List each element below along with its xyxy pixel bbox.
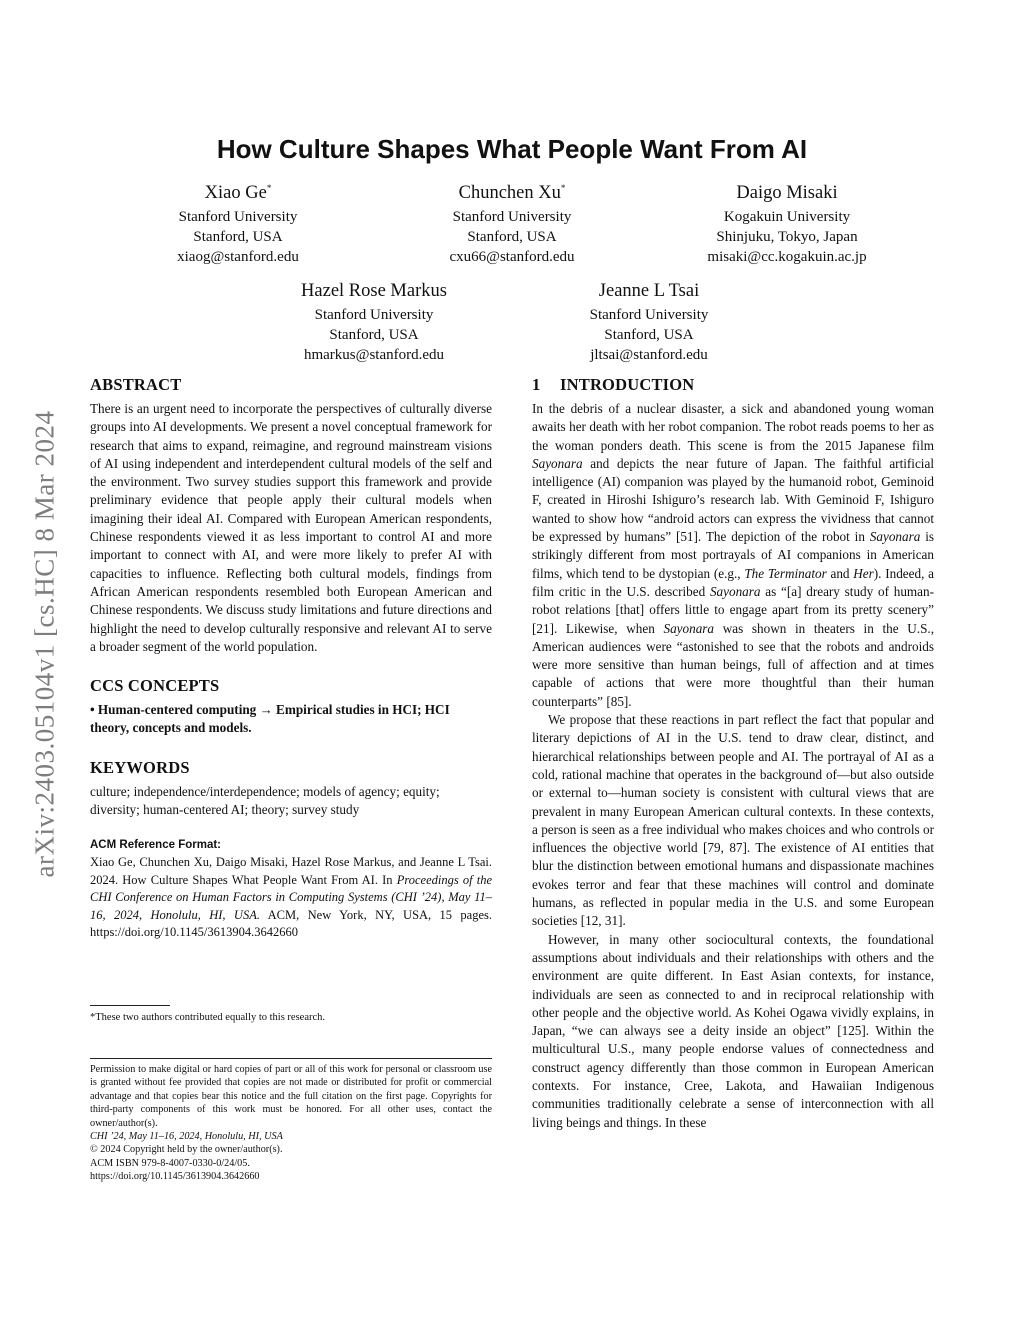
introduction-heading (532, 374, 934, 396)
ccs-text: • Human-centered computing → Empirical studies in HCI; HCI theory, concepts and models. (90, 702, 450, 736)
text-run: as “[a] dreary study of human-robot relations [that] offers little to engage apart from its pretty scenery” [21]. Likewise, when (532, 583, 935, 636)
author-name: Jeanne L Tsai (598, 281, 700, 301)
reference-format-text (90, 854, 492, 942)
author-location: Stanford, USA (467, 229, 557, 245)
section-number: 1 (532, 375, 541, 394)
permission-block (90, 1063, 492, 1184)
footnote: *These two authors contributed equally to this research. (90, 1012, 326, 1023)
arxiv-identifier: arXiv:2403.05104v1 [cs.HC] 8 Mar 2024 (29, 410, 60, 878)
author-block (362, 181, 662, 267)
permission-doi[interactable]: https://doi.org/10.1145/3613904.3642660 (90, 1171, 260, 1183)
author-affiliation: Stanford University (589, 307, 709, 323)
author-location: Stanford, USA (193, 229, 283, 245)
author-name: Chunchen Xu (458, 183, 561, 203)
author-location: Shinjuku, Tokyo, Japan (716, 229, 858, 245)
author-location: Stanford, USA (329, 327, 419, 343)
author-name: Daigo Misaki (736, 183, 838, 203)
film-title: Sayonara (709, 583, 761, 599)
arxiv-sidebar (22, 358, 68, 930)
intro-paragraph-3: However, in many other sociocultural contexts, the foundational assumptions about individuals and their relationships with others and the environment are quite different. In East Asian contexts, for instance, individuals are seen as connected to and in reciprocal relationship with other people and the objective world. As Kohei Ogawa vividly explains, in Japan, “we can always see a deity inside an object” [125]. Within the multicultural U.S., many people endorse values of connectedness and construct agency differently than those common in European American contexts. For instance, Cree, Lakota, and Hawaiian Indigenous communities traditionally celebrate a sense of interconnection with all living beings and things. In these (532, 931, 934, 1130)
author-email[interactable]: jltsai@stanford.edu (590, 347, 708, 363)
author-email[interactable]: xiaog@stanford.edu (177, 249, 299, 265)
keywords-text: culture; independence/interdependence; models of agency; equity; diversity; human-centered AI; theory; survey study (90, 783, 440, 818)
text-run: is strikingly different from most portrayals of AI companions in American films, which tend to be dystopian (e.g., (532, 529, 935, 581)
permission-rule (90, 1058, 492, 1059)
text-run: and depicts the near future of Japan. The faithful artificial intelligence (AI) companion was played by the humanoid robot, Geminoid F, created in Hiroshi Ishiguro’s research lab. With Geminoid F, Ishiguro wanted to show how “android actors can express the vividness that cannot be expressed by humans” [51]. The depiction of the robot in (532, 455, 934, 545)
permission-venue: CHI ’24, May 11–16, 2024, Honolulu, HI, USA (90, 1131, 283, 1143)
author-block (637, 181, 937, 267)
abstract-heading: ABSTRACT (90, 375, 182, 394)
author-email[interactable]: hmarkus@stanford.edu (303, 347, 445, 363)
reference-authors: Xiao Ge, Chunchen Xu, Daigo Misaki, Hazel Rose Markus, and Jeanne L Tsai. 2024. How Culture Shapes What People Want From AI. In (90, 855, 492, 887)
film-title: Sayonara (532, 455, 583, 471)
permission-isbn: ACM ISBN 979-8-4007-0330-0/24/05. (90, 1157, 250, 1169)
film-title: The Terminator (744, 565, 827, 581)
permission-text: Permission to make digital or hard copies of part or all of this work for personal or classroom use is granted without fee provided that copies are not made or distributed for profit or commercial advantage and that copies bear this notice and the full citation on the first page. Copyrights for third-party components of this work must be honored. For all other uses, contact the owner/author(s). (90, 1064, 492, 1129)
film-title: Her (853, 565, 874, 581)
right-column (532, 374, 934, 1132)
text-run: ). Indeed, a film critic in the U.S. described (532, 565, 934, 599)
text-run: and (826, 565, 854, 581)
text-run: was shown in theaters in the U.S., American audiences were “astonished to see that the robots and androids were more sensitive than human beings, full of affection and at times capable of actions that were more thoughtful than their human counterparts” [85]. (532, 620, 935, 709)
ccs-heading: CCS CONCEPTS (90, 676, 220, 696)
author-affiliation: Stanford University (452, 209, 572, 225)
permission-copyright: © 2024 Copyright held by the owner/author(s). (90, 1144, 283, 1156)
footnote-rule (90, 1005, 170, 1006)
film-title: Sayonara (663, 620, 715, 636)
author-location: Stanford, USA (604, 327, 694, 343)
intro-paragraph-2: We propose that these reactions in part reflect the fact that popular and literary depictions of AI in the U.S. tend to draw clear, distinct, and hierarchical relationships between people and AI. The portrayal of AI as a cold, rational machine that operates in the background of—but also outside or external to—human society is consistent with cultural views that are prevalent in many European American cultural contexts. In these contexts, a person is seen as a free individual who makes choices and who controls or influences the objective world [79, 87]. The existence of AI entities that blur the distinction between emotional humans and dispassionate machines evokes terror and fear that these machines will control and dominate humans, as reflected in popular media in the U.S. and some European societies [12, 31]. (532, 712, 934, 929)
reference-publisher[interactable]: ACM, New York, NY, USA, 15 pages. https://doi.org/10.1145/3613904.3642660 (90, 907, 493, 940)
reference-venue: Proceedings of the CHI Conference on Human Factors in Computing Systems (CHI ’24), May 11–16, 2024, Honolulu, HI, USA. (90, 872, 493, 922)
intro-paragraph-1 (532, 400, 934, 711)
author-affiliation: Stanford University (314, 307, 434, 323)
paper-title: How Culture Shapes What People Want From AI (216, 134, 808, 164)
author-affiliation: Kogakuin University (723, 209, 851, 225)
abstract-text: There is an urgent need to incorporate the perspectives of culturally diverse groups into AI developments. We present a novel conceptual framework for research that aims to expand, reimagine, and reground mainstream visions of AI using independent and interdependent cultural models of the self and the environment. Two survey studies support this framework and provide preliminary evidence that people apply their cultural models when imagining their ideal AI. Compared with European American respondents, Chinese respondents viewed it as less important to control AI and more important to connect with AI, and were more likely to prefer AI with capacities to influence. Reflecting both cultural models, findings from African American respondents resembled both European American and Chinese respondents. We discuss study limitations and future directions and highlight the need to develop culturally responsive and relevant AI to serve a broader segment of the world population. (90, 401, 492, 654)
author-mark: * (560, 182, 566, 193)
author-affiliation: Stanford University (178, 209, 298, 225)
section-title: INTRODUCTION (560, 375, 695, 394)
author-block (88, 181, 388, 267)
author-block (499, 279, 799, 365)
author-block (224, 279, 524, 365)
author-name: Hazel Rose Markus (301, 281, 447, 301)
author-email[interactable]: misaki@cc.kogakuin.ac.jp (707, 249, 867, 265)
keywords-heading: KEYWORDS (90, 757, 190, 777)
author-email[interactable]: cxu66@stanford.edu (449, 249, 575, 265)
film-title: Sayonara (869, 529, 921, 545)
reference-format-heading: ACM Reference Format: (90, 839, 221, 852)
author-name: Xiao Ge (204, 183, 267, 203)
left-column (90, 374, 492, 942)
text-run: In the debris of a nuclear disaster, a sick and abandoned young woman awaits her death with her robot companion. The robot reads poems to her as the woman ponders death. This scene is from the 2015 Japanese film (532, 401, 934, 453)
author-mark: * (266, 182, 272, 193)
